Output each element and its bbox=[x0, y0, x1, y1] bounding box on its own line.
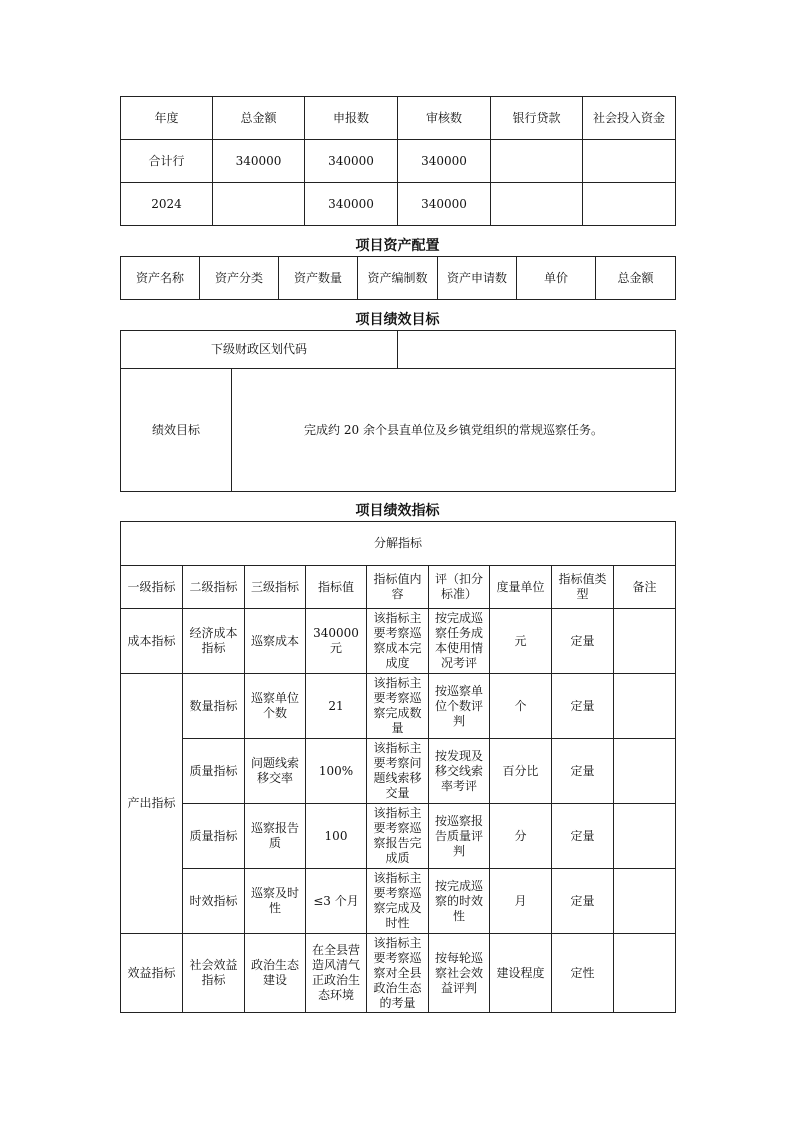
metrics-header-level3: 三级指标 bbox=[245, 566, 306, 609]
asset-header-quantity: 资产数量 bbox=[279, 257, 358, 300]
metric-note bbox=[614, 739, 676, 804]
metric-type: 定量 bbox=[552, 804, 614, 869]
funds-header-row bbox=[121, 97, 676, 140]
metric-content: 该指标主要考察巡察对全县政治生态的考量 bbox=[367, 934, 429, 1013]
metrics-header-note: 备注 bbox=[614, 566, 676, 609]
metrics-table bbox=[120, 521, 676, 1013]
metric-level3: 巡察成本 bbox=[245, 609, 306, 674]
metric-content: 该指标主要考察巡察报告完成质 bbox=[367, 804, 429, 869]
metric-note bbox=[614, 934, 676, 1013]
metric-value: ≤3 个月 bbox=[306, 869, 367, 934]
metric-standard: 按完成巡察任务成本使用情况考评 bbox=[429, 609, 490, 674]
funds-cell: 340000 bbox=[213, 140, 305, 183]
asset-header-staffing: 资产编制数 bbox=[358, 257, 438, 300]
metric-unit: 元 bbox=[490, 609, 552, 674]
goal-table bbox=[120, 330, 676, 492]
metric-value: 340000 元 bbox=[306, 609, 367, 674]
metric-unit: 分 bbox=[490, 804, 552, 869]
goal-label: 绩效目标 bbox=[121, 369, 232, 492]
funds-cell bbox=[491, 140, 583, 183]
metrics-header-level1: 一级指标 bbox=[121, 566, 183, 609]
goal-row bbox=[121, 369, 676, 492]
funds-cell: 340000 bbox=[305, 183, 398, 226]
metric-type: 定量 bbox=[552, 869, 614, 934]
metric-unit: 百分比 bbox=[490, 739, 552, 804]
metric-standard: 按巡察报告质量评判 bbox=[429, 804, 490, 869]
funds-cell bbox=[583, 183, 676, 226]
metric-level2: 社会效益指标 bbox=[183, 934, 245, 1013]
metric-level2: 质量指标 bbox=[183, 804, 245, 869]
region-code-value bbox=[398, 331, 676, 369]
metrics-header-row bbox=[121, 566, 676, 609]
metric-value: 21 bbox=[306, 674, 367, 739]
table-row bbox=[121, 739, 676, 804]
metric-value: 100% bbox=[306, 739, 367, 804]
metric-value: 100 bbox=[306, 804, 367, 869]
asset-section-title: 项目资产配置 bbox=[355, 238, 440, 254]
asset-header-row bbox=[121, 257, 676, 300]
table-row bbox=[121, 804, 676, 869]
asset-header-unit-price: 单价 bbox=[517, 257, 596, 300]
metrics-header-unit: 度量单位 bbox=[490, 566, 552, 609]
metric-content: 该指标主要考察问题线索移交量 bbox=[367, 739, 429, 804]
metric-level1: 产出指标 bbox=[121, 674, 183, 934]
metric-level2: 时效指标 bbox=[183, 869, 245, 934]
metrics-section-title: 项目绩效指标 bbox=[355, 503, 440, 519]
metric-content: 该指标主要考察巡察成本完成度 bbox=[367, 609, 429, 674]
funds-table bbox=[120, 96, 676, 226]
table-row bbox=[121, 674, 676, 739]
metrics-header-level2: 二级指标 bbox=[183, 566, 245, 609]
asset-table bbox=[120, 256, 676, 300]
metric-level3: 巡察及时性 bbox=[245, 869, 306, 934]
metrics-header-standard: 评（扣分标准） bbox=[429, 566, 490, 609]
metric-level1: 成本指标 bbox=[121, 609, 183, 674]
metrics-header-content: 指标值内容 bbox=[367, 566, 429, 609]
funds-cell bbox=[213, 183, 305, 226]
table-row bbox=[121, 140, 676, 183]
metric-standard: 按完成巡察的时效性 bbox=[429, 869, 490, 934]
metric-unit: 月 bbox=[490, 869, 552, 934]
metric-standard: 按每轮巡察社会效益评判 bbox=[429, 934, 490, 1013]
funds-cell: 340000 bbox=[305, 140, 398, 183]
metric-unit: 建设程度 bbox=[490, 934, 552, 1013]
funds-cell: 2024 bbox=[121, 183, 213, 226]
funds-cell: 合计行 bbox=[121, 140, 213, 183]
table-row bbox=[121, 934, 676, 1013]
funds-cell bbox=[491, 183, 583, 226]
metrics-group-row bbox=[121, 522, 676, 566]
table-row bbox=[121, 869, 676, 934]
metric-standard: 按巡察单位个数评判 bbox=[429, 674, 490, 739]
metric-note bbox=[614, 674, 676, 739]
funds-header-bank-loan: 银行贷款 bbox=[491, 97, 583, 140]
metric-type: 定量 bbox=[552, 674, 614, 739]
funds-header-approved: 审核数 bbox=[398, 97, 491, 140]
funds-header-social-investment: 社会投入资金 bbox=[583, 97, 676, 140]
table-row bbox=[121, 183, 676, 226]
goal-text: 完成约 20 余个县直单位及乡镇党组织的常规巡察任务。 bbox=[232, 369, 676, 492]
funds-cell: 340000 bbox=[398, 140, 491, 183]
metric-level2: 经济成本指标 bbox=[183, 609, 245, 674]
metric-level1: 效益指标 bbox=[121, 934, 183, 1013]
metric-value: 在全县营造风清气正政治生态环境 bbox=[306, 934, 367, 1013]
metric-level2: 质量指标 bbox=[183, 739, 245, 804]
funds-header-declared: 申报数 bbox=[305, 97, 398, 140]
asset-header-total: 总金额 bbox=[596, 257, 676, 300]
asset-header-name: 资产名称 bbox=[121, 257, 200, 300]
asset-header-requested: 资产申请数 bbox=[438, 257, 517, 300]
metric-level3: 巡察报告质 bbox=[245, 804, 306, 869]
metric-level3: 问题线索移交率 bbox=[245, 739, 306, 804]
goal-section-title: 项目绩效目标 bbox=[355, 312, 440, 328]
metric-note bbox=[614, 804, 676, 869]
goal-region-row bbox=[121, 331, 676, 369]
metric-note bbox=[614, 609, 676, 674]
metrics-header-type: 指标值类型 bbox=[552, 566, 614, 609]
funds-header-total: 总金额 bbox=[213, 97, 305, 140]
metric-content: 该指标主要考察巡察完成数量 bbox=[367, 674, 429, 739]
metrics-group-header: 分解指标 bbox=[121, 522, 676, 566]
region-code-label: 下级财政区划代码 bbox=[121, 331, 398, 369]
metric-type: 定量 bbox=[552, 609, 614, 674]
metrics-header-value: 指标值 bbox=[306, 566, 367, 609]
funds-cell: 340000 bbox=[398, 183, 491, 226]
metric-type: 定性 bbox=[552, 934, 614, 1013]
asset-header-category: 资产分类 bbox=[200, 257, 279, 300]
funds-header-year: 年度 bbox=[121, 97, 213, 140]
metric-level3: 政治生态建设 bbox=[245, 934, 306, 1013]
metric-standard: 按发现及移交线索率考评 bbox=[429, 739, 490, 804]
metric-type: 定量 bbox=[552, 739, 614, 804]
metric-level3: 巡察单位个数 bbox=[245, 674, 306, 739]
funds-cell bbox=[583, 140, 676, 183]
metric-unit: 个 bbox=[490, 674, 552, 739]
metric-level2: 数量指标 bbox=[183, 674, 245, 739]
table-row bbox=[121, 609, 676, 674]
metric-note bbox=[614, 869, 676, 934]
metric-content: 该指标主要考察巡察完成及时性 bbox=[367, 869, 429, 934]
